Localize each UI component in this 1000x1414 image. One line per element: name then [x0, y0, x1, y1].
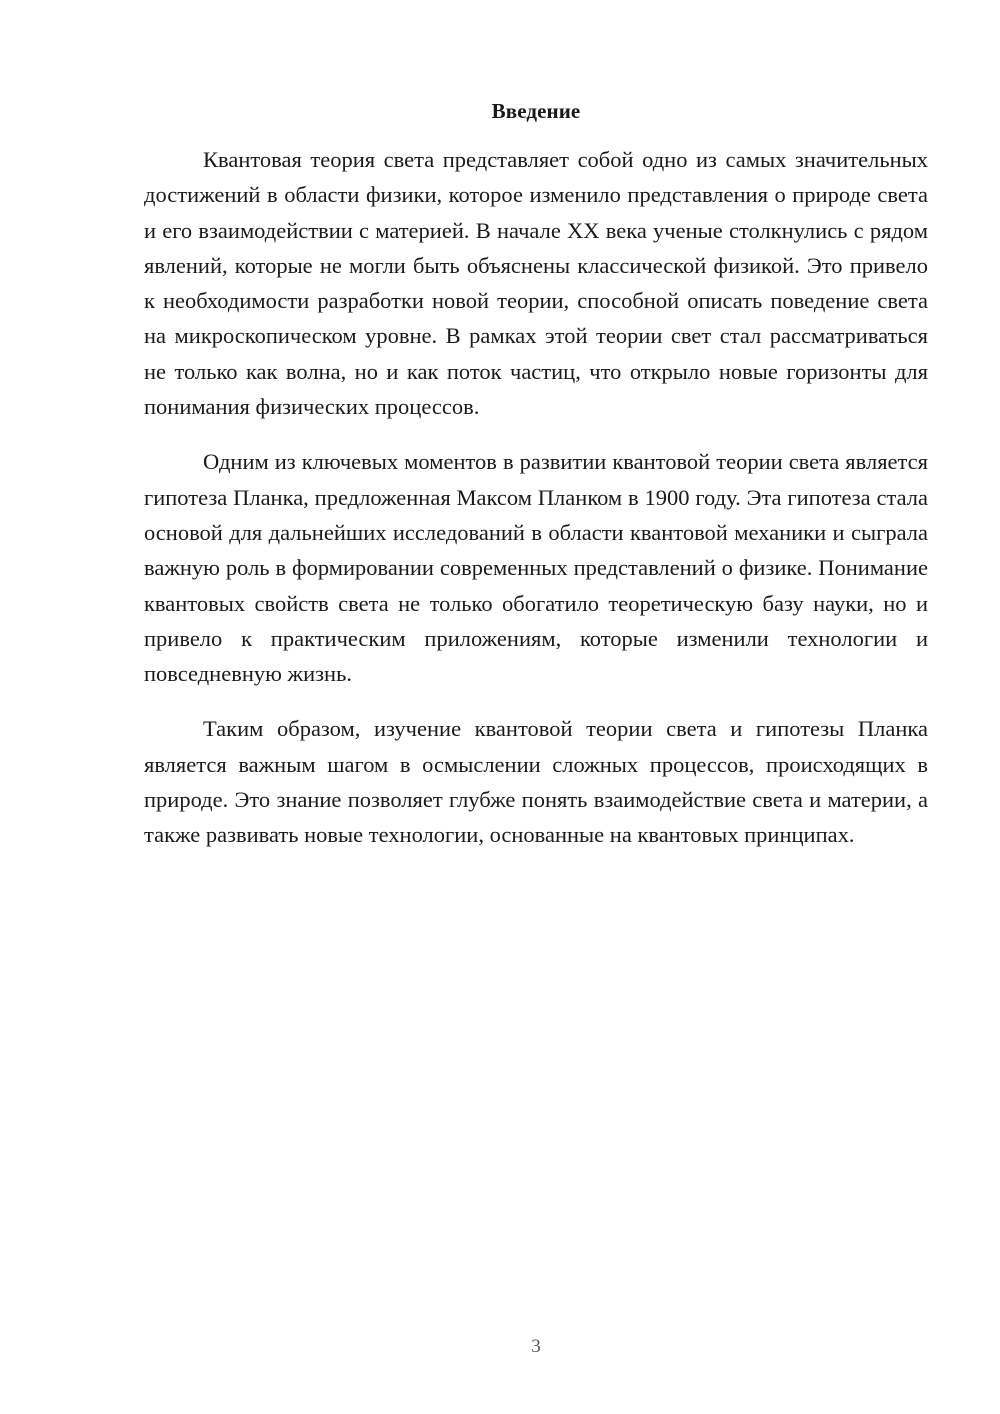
section-title: Введение [491, 99, 581, 123]
paragraph-2: Одним из ключевых моментов в развитии квантовой теории света является гипотеза Планка, предложенная Максом Планком в 1900 году. Эта гипотеза стала основой для дальнейших исследований в области квантовой механики и сыграла важную роль в формировании современных представлений о физике. Понимание квантовых свойств света не только обогатило теоретическую базу науки, но и привело к практическим приложениям, которые изменили технологии и повседневную жизнь. [144, 449, 928, 687]
paragraph-3: Таким образом, изучение квантовой теории света и гипотезы Планка является важным шагом в осмыслении сложных процессов, происходящих в природе. Это знание позволяет глубже понять взаимодействие света и материи, а также развивать новые технологии, основанные на квантовых принципах. [144, 716, 928, 848]
body-text [144, 142, 928, 853]
paragraph-1: Квантовая теория света представляет собой одно из самых значительных достижений в области физики, которое изменило представления о природе света и его взаимодействии с материей. В начале XX века ученые столкнулись с рядом явлений, которые не могли быть объяснены классической физикой. Это привело к необходимости разработки новой теории, способной описать поведение света на микроскопическом уровне. В рамках этой теории свет стал рассматриваться не только как волна, но и как поток частиц, что открыло новые горизонты для понимания физических процессов. [144, 147, 928, 420]
page-number: 3 [531, 1336, 541, 1357]
